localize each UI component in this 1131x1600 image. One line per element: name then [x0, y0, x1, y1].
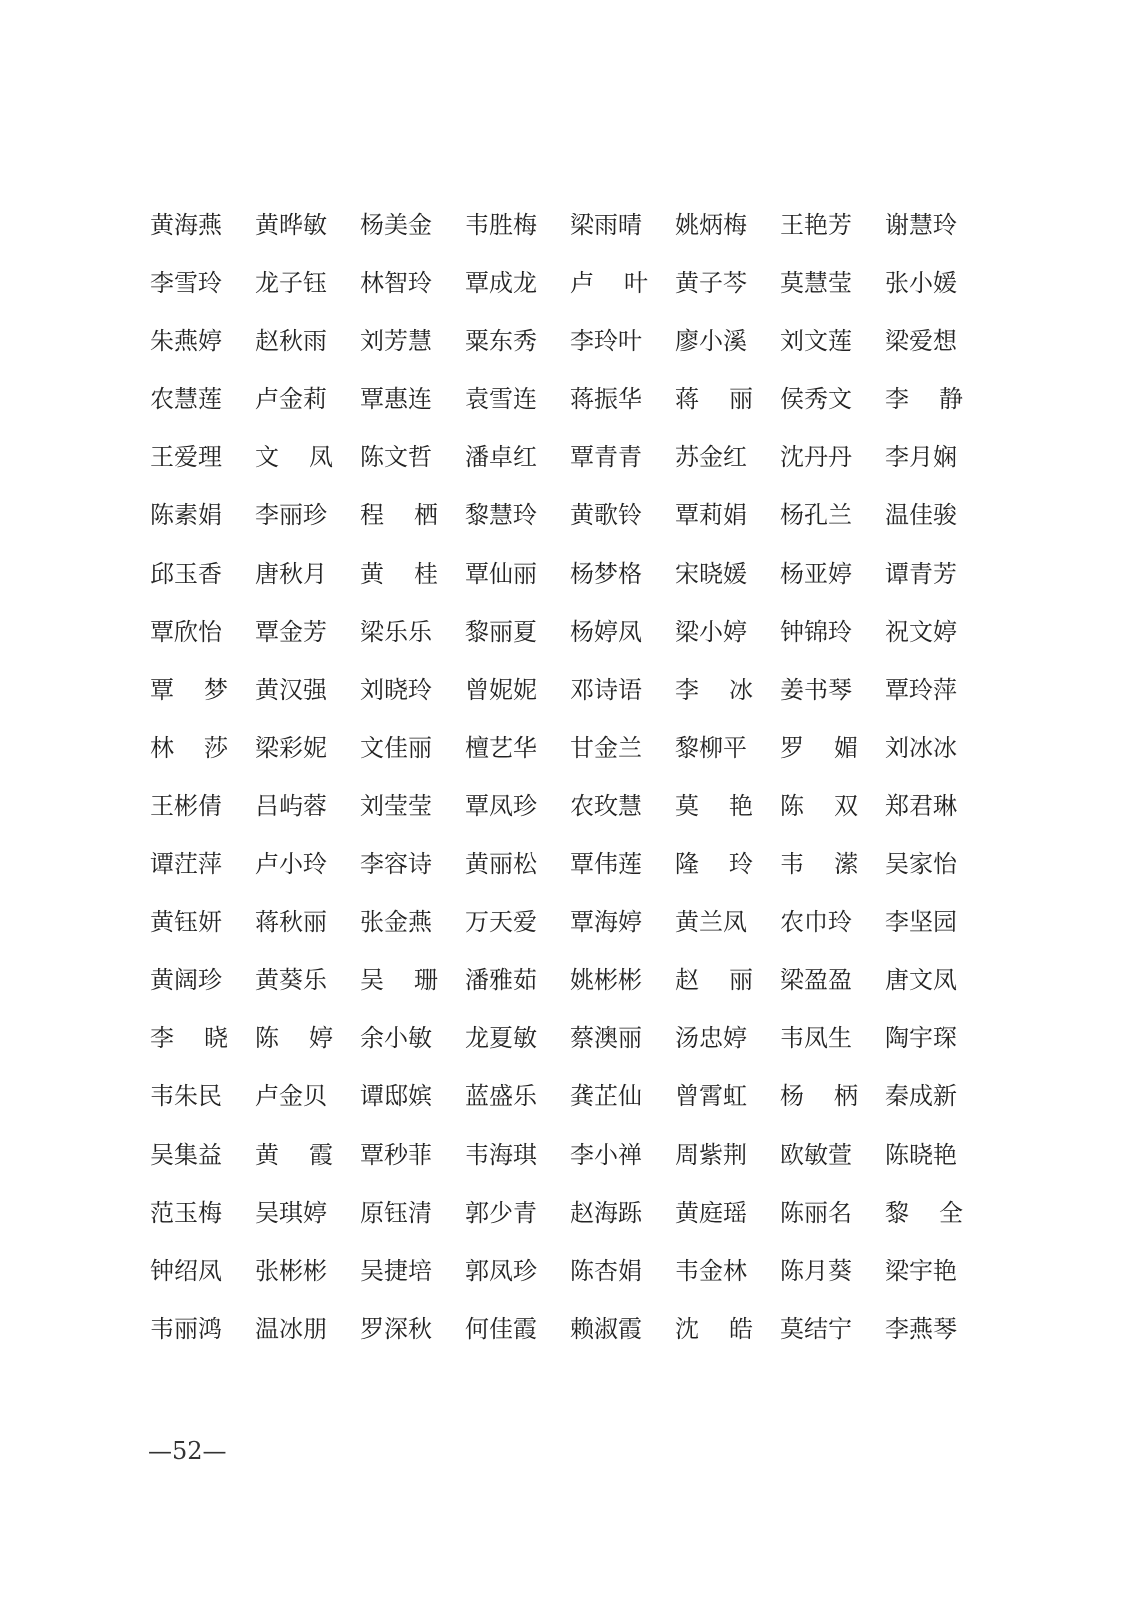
- name-cell: 祝文婷: [885, 617, 957, 646]
- name-cell: 杨美金: [360, 211, 432, 239]
- name-cell: 邓诗语: [570, 675, 642, 704]
- name-cell: 曾妮妮: [465, 675, 537, 704]
- name-cell: 姜书琴: [780, 675, 852, 704]
- name-cell: 陈晓艳: [885, 1140, 957, 1169]
- name-cell: 刘冰冰: [885, 733, 957, 762]
- name-cell: 覃惠连: [360, 385, 432, 414]
- name-cell: 吴集益: [150, 1140, 222, 1169]
- name-cell: 余小敏: [360, 1024, 432, 1053]
- name-cell: 欧敏萱: [780, 1140, 852, 1169]
- name-cell: 覃成龙: [465, 269, 537, 298]
- name-cell: 唐秋月: [255, 559, 327, 588]
- name-cell: 蒋 丽: [675, 385, 753, 414]
- name-cell: 吴家怡: [885, 850, 957, 879]
- name-cell: 农玫慧: [570, 791, 642, 820]
- name-cell: 原钰清: [360, 1198, 432, 1227]
- name-cell: 潘雅茹: [465, 966, 537, 995]
- page-number: —52—: [148, 1437, 227, 1465]
- name-cell: 刘晓玲: [360, 675, 432, 704]
- name-cell: 卢金莉: [255, 385, 327, 414]
- name-cell: 程 栖: [360, 501, 438, 530]
- name-cell: 李 静: [885, 385, 963, 414]
- name-cell: 苏金红: [675, 443, 747, 472]
- name-cell: 莫慧莹: [780, 269, 852, 298]
- name-cell: 刘文莲: [780, 327, 852, 356]
- name-cell: 韦金林: [675, 1256, 747, 1285]
- name-cell: 张彬彬: [255, 1256, 327, 1285]
- name-cell: 李容诗: [360, 850, 432, 879]
- name-cell: 李月娴: [885, 443, 957, 472]
- name-cell: 覃青青: [570, 443, 642, 472]
- name-cell: 龙夏敏: [465, 1024, 537, 1053]
- name-cell: 龚芷仙: [570, 1082, 642, 1111]
- name-cell: 黄海燕: [150, 211, 222, 239]
- name-cell: 李雪玲: [150, 269, 222, 298]
- name-cell: 梁雨晴: [570, 211, 642, 239]
- name-cell: 蓝盛乐: [465, 1082, 537, 1111]
- name-cell: 郭少青: [465, 1198, 537, 1227]
- name-cell: 陈丽名: [780, 1198, 852, 1227]
- name-cell: 黎丽夏: [465, 617, 537, 646]
- name-cell: 黄汉强: [255, 675, 327, 704]
- name-cell: 杨 柄: [780, 1082, 858, 1111]
- name-cell: 覃金芳: [255, 617, 327, 646]
- name-cell: 韦海琪: [465, 1140, 537, 1169]
- name-cell: 陈文哲: [360, 443, 432, 472]
- name-cell: 覃秒菲: [360, 1140, 432, 1169]
- name-cell: 钟锦玲: [780, 617, 852, 646]
- name-cell: 谢慧玲: [885, 211, 957, 239]
- name-cell: 吕屿蓉: [255, 791, 327, 820]
- name-cell: 覃 梦: [150, 675, 228, 704]
- name-cell: 覃凤珍: [465, 791, 537, 820]
- name-cell: 张金燕: [360, 908, 432, 937]
- name-cell: 杨婷凤: [570, 617, 642, 646]
- name-cell: 梁乐乐: [360, 617, 432, 646]
- name-cell: 黎慧玲: [465, 501, 537, 530]
- name-cell: 韦丽鸿: [150, 1314, 222, 1343]
- name-cell: 韦朱民: [150, 1082, 222, 1111]
- name-cell: 农慧莲: [150, 385, 222, 414]
- name-cell: 廖小溪: [675, 327, 747, 356]
- name-cell: 黄歌铃: [570, 501, 642, 530]
- name-cell: 汤忠婷: [675, 1024, 747, 1053]
- name-cell: 林智玲: [360, 269, 432, 298]
- name-cell: 黄 桂: [360, 559, 438, 588]
- name-cell: 覃欣怡: [150, 617, 222, 646]
- name-cell: 赵 丽: [675, 966, 753, 995]
- name-cell: 陈月葵: [780, 1256, 852, 1285]
- name-cell: 蒋秋丽: [255, 908, 327, 937]
- name-cell: 文佳丽: [360, 733, 432, 762]
- name-cell: 赵海跞: [570, 1198, 642, 1227]
- name-cell: 黄晔敏: [255, 211, 327, 239]
- name-cell: 覃海婷: [570, 908, 642, 937]
- name-cell: 陈素娟: [150, 501, 222, 530]
- name-cell: 姚炳梅: [675, 211, 747, 239]
- name-cell: 杨梦格: [570, 559, 642, 588]
- name-cell: 李 冰: [675, 675, 753, 704]
- name-cell: 王艳芳: [780, 211, 852, 239]
- name-cell: 黄子芩: [675, 269, 747, 298]
- name-cell: 周紫荆: [675, 1140, 747, 1169]
- name-cell: 谭青芳: [885, 559, 957, 588]
- name-cell: 袁雪连: [465, 385, 537, 414]
- names-grid: [150, 205, 970, 1367]
- name-cell: 姚彬彬: [570, 966, 642, 995]
- name-cell: 文 凤: [255, 443, 333, 472]
- name-cell: 吴捷培: [360, 1256, 432, 1285]
- name-cell: 朱燕婷: [150, 327, 222, 356]
- name-cell: 梁彩妮: [255, 733, 327, 762]
- name-cell: 沈 皓: [675, 1314, 753, 1343]
- name-cell: 覃玲萍: [885, 675, 957, 704]
- name-cell: 杨亚婷: [780, 559, 852, 588]
- name-cell: 沈丹丹: [780, 443, 852, 472]
- name-cell: 卢小玲: [255, 850, 327, 879]
- name-cell: 韦凤生: [780, 1024, 852, 1053]
- name-cell: 万天爱: [465, 908, 537, 937]
- name-cell: 黄丽松: [465, 850, 537, 879]
- name-cell: 黄葵乐: [255, 966, 327, 995]
- name-cell: 梁盈盈: [780, 966, 852, 995]
- name-cell: 秦成新: [885, 1082, 957, 1111]
- name-cell: 卢金贝: [255, 1082, 327, 1111]
- name-cell: 钟绍凤: [150, 1256, 222, 1285]
- name-cell: 温冰朋: [255, 1314, 327, 1343]
- name-cell: 李 晓: [150, 1024, 228, 1053]
- name-cell: 范玉梅: [150, 1198, 222, 1227]
- name-cell: 黄阔珍: [150, 966, 222, 995]
- name-cell: 唐文凤: [885, 966, 957, 995]
- name-cell: 邱玉香: [150, 559, 222, 588]
- name-cell: 刘芳慧: [360, 327, 432, 356]
- name-cell: 谭邸嫔: [360, 1082, 432, 1111]
- name-cell: 莫 艳: [675, 791, 753, 820]
- name-cell: 覃伟莲: [570, 850, 642, 879]
- name-cell: 黄 霞: [255, 1140, 333, 1169]
- name-cell: 郑君琳: [885, 791, 957, 820]
- name-cell: 李玲叶: [570, 327, 642, 356]
- name-cell: 李燕琴: [885, 1314, 957, 1343]
- name-cell: 梁宇艳: [885, 1256, 957, 1285]
- name-cell: 黄钰妍: [150, 908, 222, 937]
- name-cell: 檀艺华: [465, 733, 537, 762]
- name-cell: 黄兰凤: [675, 908, 747, 937]
- name-cell: 黄庭瑶: [675, 1198, 747, 1227]
- name-cell: 龙子钰: [255, 269, 327, 298]
- name-cell: 农巾玲: [780, 908, 852, 937]
- name-cell: 王彬倩: [150, 791, 222, 820]
- name-cell: 卢 叶: [570, 269, 648, 298]
- name-cell: 陈 双: [780, 791, 858, 820]
- name-cell: 李坚园: [885, 908, 957, 937]
- name-cell: 何佳霞: [465, 1314, 537, 1343]
- name-cell: 李丽珍: [255, 501, 327, 530]
- name-cell: 梁小婷: [675, 617, 747, 646]
- name-cell: 甘金兰: [570, 733, 642, 762]
- name-cell: 宋晓媛: [675, 559, 747, 588]
- name-cell: 赵秋雨: [255, 327, 327, 356]
- name-cell: 潘卓红: [465, 443, 537, 472]
- name-cell: 蒋振华: [570, 385, 642, 414]
- name-cell: 侯秀文: [780, 385, 852, 414]
- name-cell: 罗深秋: [360, 1314, 432, 1343]
- name-cell: 覃莉娟: [675, 501, 747, 530]
- name-cell: 谭茳萍: [150, 850, 222, 879]
- name-cell: 吴 珊: [360, 966, 438, 995]
- name-cell: 郭凤珍: [465, 1256, 537, 1285]
- name-cell: 覃仙丽: [465, 559, 537, 588]
- name-cell: 黎 全: [885, 1198, 963, 1227]
- name-cell: 吴琪婷: [255, 1198, 327, 1227]
- name-cell: 张小媛: [885, 269, 957, 298]
- name-cell: 韦 潆: [780, 850, 858, 879]
- name-cell: 罗 媚: [780, 733, 858, 762]
- name-cell: 曾霄虹: [675, 1082, 747, 1111]
- name-cell: 李小禅: [570, 1140, 642, 1169]
- name-cell: 粟东秀: [465, 327, 537, 356]
- name-cell: 黎柳平: [675, 733, 747, 762]
- name-cell: 林 莎: [150, 733, 228, 762]
- name-cell: 陈 婷: [255, 1024, 333, 1053]
- name-cell: 陈杏娟: [570, 1256, 642, 1285]
- name-cell: 梁爱想: [885, 327, 957, 356]
- name-cell: 莫结宁: [780, 1314, 852, 1343]
- name-cell: 陶宇琛: [885, 1024, 957, 1053]
- name-cell: 杨孔兰: [780, 501, 852, 530]
- name-cell: 刘莹莹: [360, 791, 432, 820]
- name-cell: 隆 玲: [675, 850, 753, 879]
- name-cell: 王爱理: [150, 443, 222, 472]
- name-cell: 温佳骏: [885, 501, 957, 530]
- name-cell: 赖淑霞: [570, 1314, 642, 1343]
- name-cell: 韦胜梅: [465, 211, 537, 239]
- name-cell: 蔡澳丽: [570, 1024, 642, 1053]
